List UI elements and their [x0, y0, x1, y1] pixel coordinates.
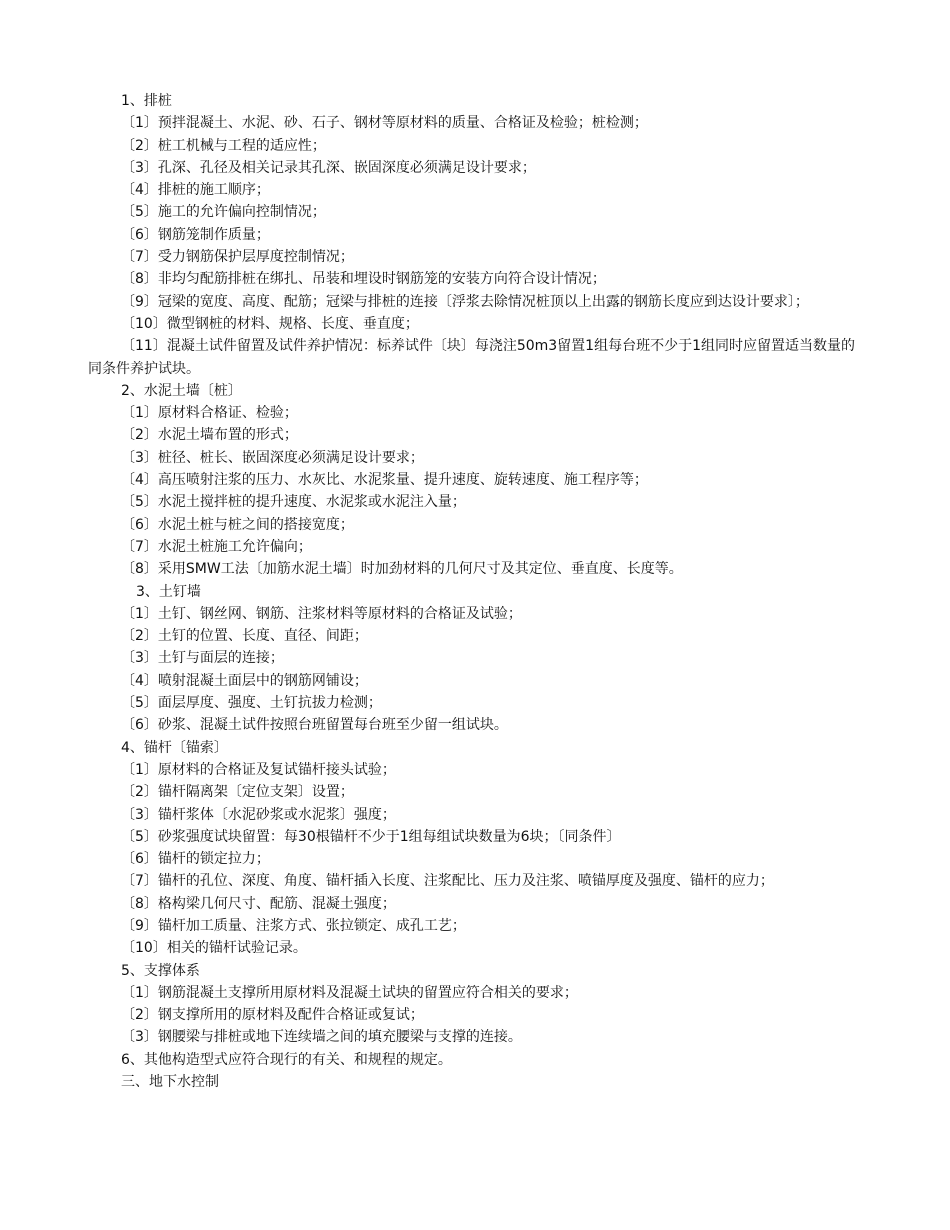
list-item: 〔7〕受力钢筋保护层厚度控制情况； — [121, 249, 354, 266]
list-item: 〔2〕钢支撑所用的原材料及配件合格证或复试； — [121, 1007, 424, 1024]
section-heading: 1、排桩 — [121, 93, 172, 109]
list-item: 〔2〕锚杆隔离架〔定位支架〕设置； — [121, 784, 354, 801]
list-item: 〔10〕微型钢桩的材料、规格、长度、垂直度； — [121, 315, 419, 332]
list-item: 〔8〕采用SMW工法〔加筋水泥土墙〕时加劲材料的几何尺寸及其定位、垂直度、长度等。 — [121, 561, 683, 578]
list-item: 〔6〕钢筋笼制作质量； — [121, 226, 270, 243]
list-item: 〔8〕非均匀配筋排桩在绑扎、吊装和埋设时钢筋笼的安装方向符合设计情况； — [121, 271, 606, 288]
list-item: 〔2〕水泥土墙布置的形式； — [121, 427, 298, 444]
list-item: 〔5〕水泥土搅拌桩的提升速度、水泥浆或水泥注入量； — [121, 494, 466, 511]
section-heading: 5、支撑体系 — [121, 962, 200, 979]
list-item: 〔3〕锚杆浆体〔水泥砂浆或水泥浆〕强度； — [121, 806, 396, 823]
list-item: 〔10〕相关的锚杆试验记录。 — [121, 940, 307, 957]
list-item: 〔5〕面层厚度、强度、土钉抗拔力检测； — [121, 695, 382, 712]
section-heading: 4、锚杆〔锚索〕 — [121, 739, 228, 756]
list-item: 〔7〕锚杆的孔位、深度、角度、锚杆插入长度、注浆配比、压力及注浆、喷锚厚度及强度、锚杆的应力； — [121, 873, 774, 890]
list-item: 〔8〕格构梁几何尺寸、配筋、混凝土强度； — [121, 895, 396, 912]
list-item: 〔9〕冠梁的宽度、高度、配筋；冠梁与排桩的连接〔浮浆去除情况桩顶以上出露的钢筋长度应到达设计要求〕； — [121, 293, 809, 310]
document-body — [88, 90, 860, 1093]
list-item: 〔2〕桩工机械与工程的适应性； — [121, 137, 326, 154]
list-item: 〔1〕原材料合格证、检验； — [121, 405, 298, 422]
list-item: 〔1〕钢筋混凝土支撑所用原材料及混凝土试块的留置应符合相关的要求； — [121, 984, 578, 1001]
list-item: 〔6〕锚杆的锁定拉力； — [121, 851, 270, 868]
list-item: 〔3〕孔深、孔径及相关记录其孔深、嵌固深度必须满足设计要求； — [121, 159, 536, 176]
list-item: 〔5〕施工的允许偏向控制情况； — [121, 204, 326, 221]
list-item: 〔4〕排桩的施工顺序； — [121, 182, 270, 199]
list-item: 〔6〕水泥土桩与桩之间的搭接宽度； — [121, 516, 354, 533]
list-item: 〔9〕锚杆加工质量、注浆方式、张拉锁定、成孔工艺； — [121, 917, 466, 934]
section-heading: 2、水泥土墙〔桩〕 — [121, 382, 242, 399]
list-item: 〔11〕混凝土试件留置及试件养护情况：标养试件〔块〕每浇注50m3留置1组每台班不少于1组同时应留置适当数量的同条件养护试块。 — [88, 338, 855, 377]
list-item: 〔7〕水泥土桩施工允许偏向； — [121, 538, 312, 555]
list-item: 〔4〕喷射混凝土面层中的钢筋网铺设； — [121, 672, 368, 689]
list-item: 〔1〕预拌混凝土、水泥、砂、石子、钢材等原材料的质量、合格证及检验；桩检测； — [121, 115, 648, 132]
list-item: 〔6〕砂浆、混凝土试件按照台班留置每台班至少留一组试块。 — [121, 717, 508, 734]
section-heading: 三、地下水控制 — [121, 1074, 219, 1091]
section-heading: 3、土钉墙 — [136, 583, 201, 600]
list-item: 〔3〕钢腰梁与排桩或地下连续墙之间的填充腰梁与支撑的连接。 — [121, 1029, 522, 1046]
list-item: 〔4〕高压喷射注浆的压力、水灰比、水泥浆量、提升速度、旋转速度、施工程序等； — [121, 472, 648, 489]
list-item: 〔3〕桩径、桩长、嵌固深度必须满足设计要求； — [121, 449, 424, 466]
list-item: 〔2〕土钉的位置、长度、直径、间距； — [121, 628, 368, 645]
list-item: 〔1〕土钉、钢丝网、钢筋、注浆材料等原材料的合格证及试验； — [121, 605, 522, 622]
list-item: 〔3〕土钉与面层的连接； — [121, 650, 284, 667]
list-item: 〔1〕原材料的合格证及复试锚杆接头试验； — [121, 761, 396, 778]
section-heading: 6、其他构造型式应符合现行的有关、和规程的规定。 — [121, 1051, 452, 1068]
list-item: 〔5〕砂浆强度试块留置：每30根锚杆不少于1组每组试块数量为6块；〔同条件〕 — [121, 828, 621, 845]
